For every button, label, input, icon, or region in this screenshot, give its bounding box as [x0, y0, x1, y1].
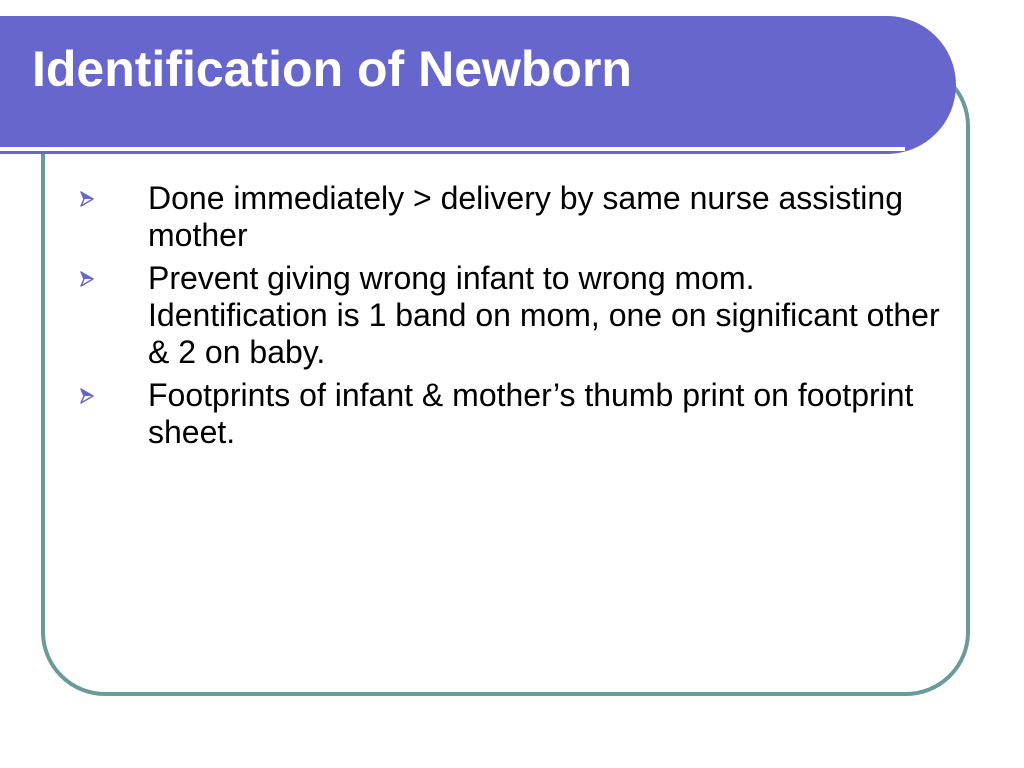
- arrowhead-bullet-icon: [80, 180, 96, 217]
- arrowhead-bullet-icon: [80, 260, 96, 297]
- bullet-item: [80, 377, 940, 451]
- bullet-list: [80, 180, 940, 457]
- bullet-text: Footprints of infant & mother’s thumb print on footprint sheet.: [148, 377, 914, 450]
- bullet-text: Prevent giving wrong infant to wrong mom. Identification is 1 band on mom, one on significant other & 2 on baby.: [148, 260, 940, 370]
- slide-title: Identification of Newborn: [32, 41, 632, 97]
- bullet-item: [80, 180, 940, 254]
- arrowhead-bullet-icon: [80, 377, 96, 414]
- title-underline: [0, 147, 905, 151]
- bullet-item: [80, 260, 940, 371]
- bullet-text: Done immediately > delivery by same nurse assisting mother: [148, 180, 903, 253]
